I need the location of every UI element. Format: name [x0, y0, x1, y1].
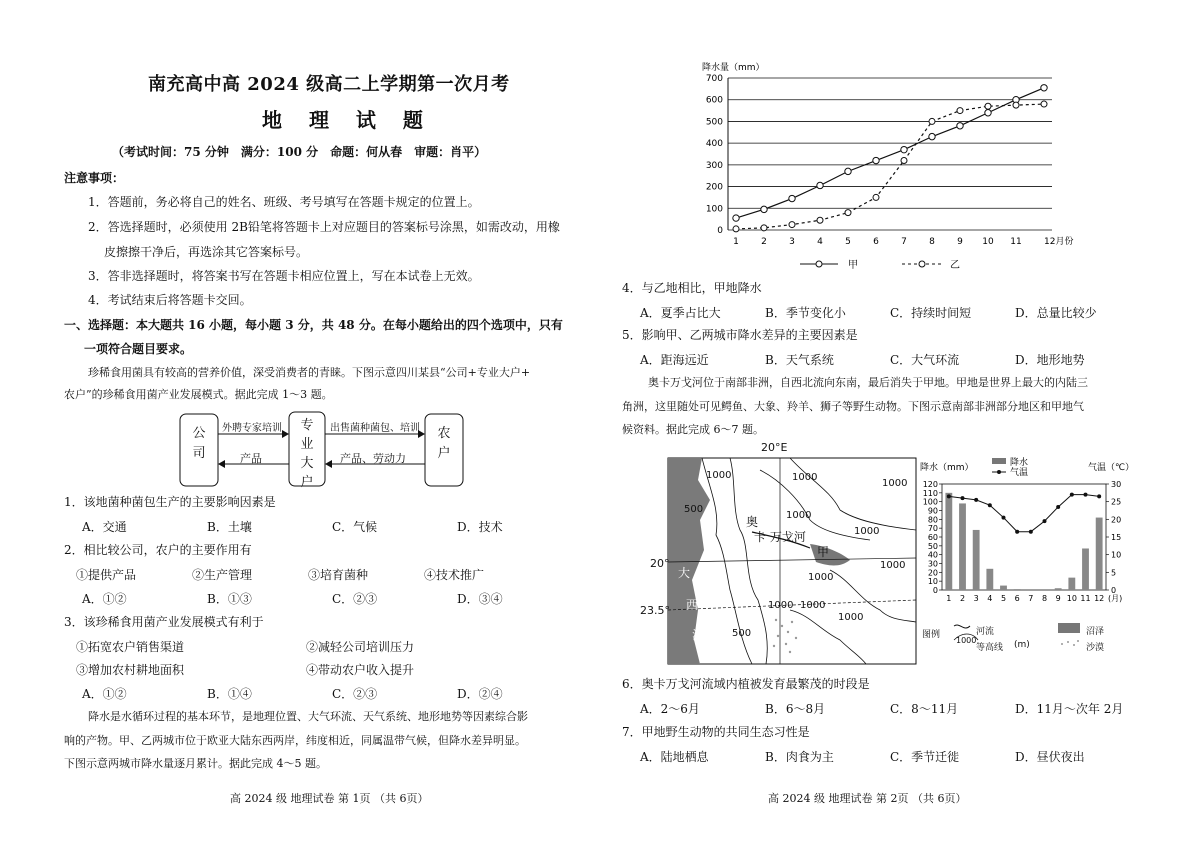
choices-row	[76, 661, 536, 678]
y-tick-label: 0	[717, 226, 723, 236]
legend-bar-icon	[992, 458, 1006, 464]
y-tick-label: 300	[705, 160, 723, 171]
legend-desert: 沙漠	[1086, 643, 1105, 653]
precip-bar	[986, 569, 993, 590]
data-point	[733, 226, 739, 232]
climate-chart	[916, 456, 1136, 606]
choice: ③培育菌种	[308, 568, 369, 582]
page-footer: 高 2024 级 地理试卷 第 1页 （共 6页）	[230, 792, 429, 805]
option: A．①②	[82, 592, 127, 606]
legend-label-yi: 乙	[950, 260, 960, 271]
data-point	[761, 225, 767, 231]
option: B．①③	[207, 592, 252, 606]
contour-label: 1000	[880, 560, 906, 571]
precip-bar	[959, 503, 966, 590]
left-tick-label: 0	[932, 586, 938, 595]
question-stem: 4．与乙地相比，甲地降水	[622, 281, 762, 295]
option: D．总量比较少	[1015, 306, 1097, 320]
legend-contour: 等高线	[976, 643, 1004, 653]
plot-frame	[942, 484, 1106, 590]
x-tick-label: 8	[1041, 594, 1048, 603]
temperature-point	[947, 494, 951, 498]
precip-bar	[945, 493, 952, 590]
data-point	[985, 103, 991, 109]
passage-text: 角洲，这里随处可见鳄鱼、大象、羚羊、狮子等野生动物。下图示意南部非洲部分地区和甲地气	[622, 400, 1084, 413]
contour-label: 1000	[882, 478, 908, 489]
data-point	[1013, 102, 1019, 108]
passage-text: 农户”的珍稀食用菌产业发展模式。据此完成 1～3 题。	[64, 388, 333, 401]
notice-item: 皮擦擦干净后，再选涂其它答案标号。	[104, 245, 309, 259]
x-tick-label: 1	[733, 237, 739, 247]
temperature-point	[1056, 505, 1060, 509]
option: B．土壤	[207, 520, 252, 534]
exam-subject: 地 理 试 题	[262, 108, 433, 132]
option: C．持续时间短	[890, 306, 972, 320]
legend-contour-num: 1000	[956, 636, 977, 645]
option: C．②③	[332, 687, 378, 701]
choice: ②减轻公司培训压力	[306, 640, 415, 654]
contour-label: 1000	[800, 600, 826, 611]
x-tick-label: 3	[789, 237, 795, 247]
left-tick-label: 40	[927, 550, 938, 560]
data-point	[901, 158, 907, 164]
right-tick-label: 30	[1111, 480, 1122, 489]
left-tick-label: 90	[927, 506, 938, 516]
data-point	[733, 215, 739, 221]
passage-text: 候资料。据此完成 6～7 题。	[622, 423, 764, 436]
option: A．交通	[82, 520, 127, 534]
x-axis-suffix: (月)	[1108, 594, 1123, 603]
question-stem: 7．甲地野生动物的共同生态习性是	[622, 725, 810, 739]
question-stem: 3．该珍稀食用菌产业发展模式有利于	[64, 615, 264, 629]
y-tick-label: 200	[705, 182, 723, 193]
data-point	[761, 206, 767, 212]
option: D．昼伏夜出	[1015, 750, 1085, 764]
data-point	[901, 146, 907, 152]
precip-bar	[1014, 589, 1021, 590]
option: D．地形地势	[1015, 353, 1085, 367]
legend-river: 河流	[976, 627, 995, 637]
option: B．6～8月	[765, 702, 826, 716]
x-tick-label: 5	[845, 237, 851, 247]
option: B．肉食为主	[765, 750, 834, 764]
data-point	[817, 182, 823, 188]
left-tick-label: 30	[927, 559, 938, 569]
x-tick-label: 5	[1000, 594, 1007, 603]
choices-row	[76, 566, 540, 583]
temperature-point	[1015, 530, 1019, 534]
legend-marker-jia	[816, 261, 822, 267]
section-heading-cont: 一项符合题目要求。	[84, 342, 193, 356]
contour-label: 1000	[786, 510, 812, 521]
x-tick-label: 6	[873, 237, 879, 247]
temperature-point	[1002, 516, 1006, 520]
x-tick-label: 11	[1080, 594, 1091, 603]
option: C．8～11月	[890, 702, 959, 716]
y-tick-label: 600	[705, 95, 723, 106]
option: B．季节变化小	[765, 306, 846, 320]
precip-bar	[1000, 586, 1007, 590]
notice-item: 2．答选择题时，必须使用 2B铅笔将答题卡上对应题目的答案标号涂黑，如需改动，用橡	[88, 220, 560, 234]
y-tick-label: 700	[705, 74, 723, 84]
contour-label: 1000	[838, 612, 864, 623]
temperature-point	[1097, 494, 1101, 498]
notice-item: 1．答题前，务必将自己的姓名、班级、考号填写在答题卡规定的位置上。	[88, 195, 480, 209]
question-stem: 1．该地菌种菌包生产的主要影响因素是	[64, 495, 276, 509]
x-tick-label: 11	[1010, 237, 1022, 247]
x-tick-label: 10	[982, 237, 994, 247]
right-axis-title: 气温（℃）	[1088, 463, 1135, 473]
precip-bar	[1055, 588, 1062, 590]
temperature-point	[1084, 493, 1088, 497]
left-tick-label: 110	[922, 488, 938, 498]
ocean-label: 大	[678, 566, 691, 580]
option: A．①②	[82, 687, 127, 701]
right-tick-label: 15	[1111, 533, 1122, 542]
choice: ③增加农村耕地面积	[76, 663, 185, 677]
data-point	[789, 222, 795, 228]
contour-label: 500	[732, 628, 752, 639]
legend-marker-yi	[919, 261, 925, 267]
cumulative-precip-chart	[680, 58, 1074, 278]
precip-bar	[1096, 518, 1103, 590]
x-tick-label: 12	[1094, 594, 1105, 603]
option: D．技术	[457, 520, 503, 534]
options-row	[82, 518, 582, 535]
question-stem: 2．相比较公司，农户的主要作用有	[64, 543, 252, 557]
choice: ④技术推广	[424, 568, 485, 582]
x-tick-label: 9	[1055, 594, 1061, 603]
choice: ②生产管理	[192, 568, 253, 582]
x-tick-label: 3	[973, 594, 979, 603]
legend-swamp: 沼泽	[1086, 627, 1105, 637]
series-line-乙	[736, 104, 1044, 229]
data-point	[957, 108, 963, 114]
contour-label: 500	[684, 504, 704, 515]
passage-text: 降水是水循环过程的基本环节，是地理位置、大气环流、天气系统、地形地势等因素综合影	[88, 710, 528, 723]
left-tick-label: 100	[922, 497, 938, 507]
desert-icon	[1061, 640, 1079, 646]
exam-title: 南充高中高 2024 级高二上学期第一次月考	[148, 74, 510, 95]
legend-label-jia: 甲	[848, 260, 858, 271]
legend-dot-icon	[997, 470, 1001, 474]
data-point	[1041, 101, 1047, 107]
options-row	[640, 748, 1140, 765]
choice: ①拓宽农户销售渠道	[76, 640, 185, 654]
left-tick-label: 60	[927, 533, 938, 542]
right-tick-label: 25	[1111, 497, 1122, 507]
passage-text: 奥卡万戈河位于南部非洲，自西北流向东南，最后消失于甲地。甲地是世界上最大的内陆三	[648, 376, 1088, 389]
option: D．11月～次年 2月	[1015, 702, 1124, 716]
box-company-label: 公司	[192, 426, 206, 461]
data-point	[873, 157, 879, 163]
left-axis-title: 降水（mm）	[920, 463, 974, 473]
x-tick-label: 7	[901, 237, 907, 247]
right-tick-label: 20	[1111, 515, 1122, 525]
x-tick-label: 4	[817, 237, 823, 247]
y-tick-label: 500	[705, 117, 723, 128]
option: A．夏季占比大	[640, 306, 721, 320]
x-tick-label: 9	[957, 237, 963, 247]
option: C．大气环流	[890, 353, 960, 367]
x-tick-label: 1	[946, 594, 952, 603]
question-stem: 6．奥卡万戈河流域内植被发育最繁茂的时段是	[622, 677, 870, 691]
data-point	[873, 194, 879, 200]
temperature-point	[974, 498, 978, 502]
arrow-label: 产品、劳动力	[340, 452, 406, 465]
option: C．季节迁徙	[890, 750, 960, 764]
map-label-lat: 23.5°	[640, 604, 670, 617]
x-tick-label: 8	[929, 237, 935, 247]
contour-label: 1000	[854, 526, 880, 537]
y-tick-label: 100	[705, 204, 723, 215]
temperature-point	[988, 503, 992, 507]
option: A．2～6月	[640, 702, 700, 716]
box-farmer-label: 农户	[437, 426, 451, 461]
ocean-label: 洋	[692, 628, 705, 642]
box-grower-label: 专业大户	[300, 418, 314, 490]
options-row	[82, 590, 582, 607]
y-axis-label: 降水量（mm）	[702, 63, 765, 73]
exam-meta: （考试时间：75 分钟 满分：100 分 命题：何从春 审题：肖平）	[112, 145, 487, 159]
choices-row	[76, 638, 536, 655]
option: B．天气系统	[765, 353, 834, 367]
options-row	[640, 700, 1140, 717]
x-tick-label: 2	[761, 237, 767, 247]
passage-text: 下图示意两城市降水量逐月累计。据此完成 4～5 题。	[64, 757, 327, 770]
arrow-label: 产品	[240, 452, 262, 465]
river-label: 卡 万戈河	[754, 530, 806, 544]
legend-precip: 降水	[1010, 458, 1029, 468]
left-tick-label: 70	[927, 524, 938, 534]
contour-label: 1000	[768, 600, 794, 611]
precip-bar	[1082, 548, 1089, 590]
data-point	[789, 195, 795, 201]
section-heading: 一、选择题：本大题共 16 小题，每小题 3 分，共 48 分。在每小题给出的四个选项中，只有	[64, 318, 563, 332]
contour-label: 1000	[706, 470, 732, 481]
passage-text: 响的产物。甲、乙两城市位于欧亚大陆东西两岸，纬度相近，同属温带气候，但降水差异明显。	[64, 734, 526, 747]
data-point	[985, 110, 991, 116]
data-point	[929, 118, 935, 124]
left-tick-label: 120	[922, 480, 938, 489]
map-label-lon: 20°E	[761, 441, 788, 454]
option: C．气候	[332, 520, 378, 534]
temperature-point	[1029, 530, 1033, 534]
right-tick-label: 0	[1111, 586, 1117, 595]
choice: ④带动农户收入提升	[306, 663, 415, 677]
options-row	[640, 351, 1140, 368]
precip-bar	[973, 530, 980, 590]
x-tick-label: 4	[987, 594, 993, 603]
precip-bar	[1068, 578, 1075, 590]
option: A．陆地栖息	[640, 750, 709, 764]
arrow-label: 出售菌种菌包、培训	[330, 423, 420, 434]
option: D．②④	[457, 687, 503, 701]
choice: ①提供产品	[76, 568, 137, 582]
jia-label: 甲	[817, 545, 830, 559]
right-tick-label: 10	[1111, 550, 1122, 560]
data-point	[1041, 85, 1047, 91]
notice-heading: 注意事项：	[64, 171, 125, 185]
y-tick-label: 400	[705, 139, 723, 150]
data-point	[957, 123, 963, 129]
data-point	[817, 217, 823, 223]
left-tick-label: 80	[927, 515, 938, 525]
temperature-point	[1070, 493, 1074, 497]
legend-unit: (m)	[1014, 640, 1030, 650]
notice-item: 3．答非选择题时，将答案书写在答题卡相应位置上，写在本试卷上无效。	[88, 269, 480, 283]
arrow-label: 外聘专家培训	[222, 423, 282, 434]
series-line-甲	[736, 88, 1044, 218]
passage-text: 珍稀食用菌具有较高的营养价值，深受消费者的青睐。下图示意四川某县“公司+专业大户+	[88, 366, 531, 379]
map-label-lat: 20°	[650, 557, 670, 570]
left-tick-label: 10	[927, 577, 938, 587]
data-point	[929, 133, 935, 139]
contour-label: 1000	[792, 472, 818, 483]
temperature-point	[961, 496, 965, 500]
options-row	[82, 685, 582, 702]
options-row	[640, 304, 1140, 321]
river-icon	[954, 625, 970, 628]
flow-diagram	[172, 408, 472, 488]
x-tick-label: 12月份	[1044, 237, 1074, 247]
legend-temp: 气温	[1010, 468, 1029, 478]
x-tick-label: 2	[959, 594, 966, 603]
swamp-icon	[1058, 623, 1080, 633]
x-tick-label: 7	[1028, 594, 1034, 603]
temperature-point	[1043, 519, 1047, 523]
page-left	[62, 0, 582, 848]
river-label: 奥	[746, 515, 759, 529]
data-point	[845, 210, 851, 216]
option: A．距海远近	[640, 353, 709, 367]
legend-title: 图例	[922, 630, 941, 640]
option: B．①④	[207, 687, 252, 701]
question-stem: 5．影响甲、乙两城市降水差异的主要因素是	[622, 328, 858, 342]
contour-label: 1000	[808, 572, 834, 583]
x-tick-label: 6	[1014, 594, 1020, 603]
left-tick-label: 20	[927, 568, 938, 578]
x-tick-label: 10	[1066, 594, 1077, 603]
temperature-line	[949, 495, 1099, 532]
page-footer: 高 2024 级 地理试卷 第 2页 （共 6页）	[768, 792, 967, 805]
data-point	[845, 168, 851, 174]
option: D．③④	[457, 592, 503, 606]
option: C．②③	[332, 592, 378, 606]
left-tick-label: 50	[927, 541, 938, 551]
right-tick-label: 5	[1111, 568, 1117, 578]
ocean-label: 西	[686, 598, 699, 612]
page-right	[620, 0, 1145, 848]
map-frame	[668, 458, 916, 664]
notice-item: 4．考试结束后将答题卡交回。	[88, 293, 252, 307]
